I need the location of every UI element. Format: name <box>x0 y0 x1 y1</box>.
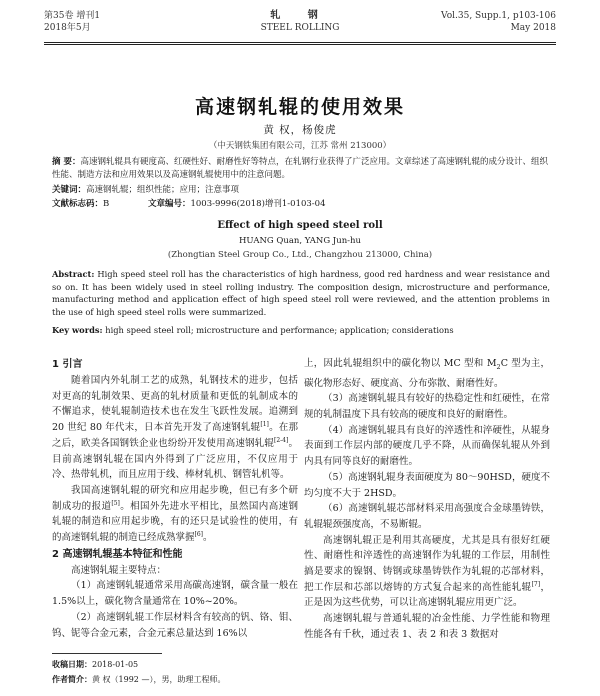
issue-date-cn: 2018年5月 <box>44 23 91 33</box>
abstract-cn-label: 摘 要： <box>52 157 81 167</box>
doc-code-value: B <box>103 199 110 209</box>
author-bio-label: 作者简介： <box>52 675 92 684</box>
paragraph-r6-part-b: ，正是因为这些优势，可以让高速钢轧辊应用更广泛。 <box>304 581 550 609</box>
paragraph-r3: （4）高速钢轧辊具有良好的淬透性和淬硬性，从辊身表面到工作层内部的硬度几乎不降，从而确保轧辊从外到内具有同等良好的耐磨性。 <box>304 424 550 468</box>
paragraph-r4: （5）高速钢轧辊身表面硬度为 80～90HSD，硬度不均匀度不大于 2HSD。 <box>304 471 550 499</box>
abstract-cn-text: 高速钢轧辊具有硬度高、红硬性好、耐磨性好等特点，在轧钢行业获得了广泛应用。文章综述了高速钢轧辊的成分设计、组织性能、制造方法和应用效果以及高速钢轧辊使用中的注意问题。 <box>52 157 548 180</box>
paper-title-en: Effect of high speed steel roll <box>217 220 383 231</box>
paper-affiliation: （中天钢铁集团有限公司，江苏 常州 213000） <box>208 141 392 151</box>
doc-code-label: 文献标志码： <box>52 199 104 209</box>
abstract-cn <box>52 156 550 181</box>
received-label: 收稿日期： <box>52 660 92 669</box>
paragraph-2-part-b: 。相国外先进水平相比，虽然国内高速钢轧辊的制造和应用起步晚，有的还只是试验性的使用，有的高速钢轧辊的制造已经成熟掌握 <box>52 500 298 544</box>
section-1-heading: 1 引言 <box>52 359 83 370</box>
paragraph-r5: （6）高速钢轧辊芯部材料采用高强度合金球墨铸铁，轧辊辊颈强度高，不易断辊。 <box>304 503 550 530</box>
header-rule <box>44 42 556 43</box>
article-id-value: 1003-9996(2018)增刊1-0103-04 <box>190 199 326 209</box>
paragraph-1-part-b: 。在那之后，欧美各国钢铁企业也纷纷开发使用高速钢轧辊 <box>52 422 298 449</box>
paragraph-r6 <box>304 533 550 612</box>
classification-cn <box>52 197 550 209</box>
keywords-en-label: Key words: <box>52 325 103 335</box>
keywords-en <box>52 325 550 335</box>
paper-authors: 黄 权，杨俊虎 <box>263 124 337 136</box>
citation-1: [1] <box>260 420 269 428</box>
journal-name-en: STEEL ROLLING <box>260 23 340 33</box>
footnote-rule <box>52 653 162 654</box>
received-date <box>52 659 138 670</box>
author-bio <box>52 674 225 685</box>
paragraph-1 <box>52 373 298 483</box>
paragraph-r1 <box>304 356 550 391</box>
journal-name-cn: 轧 钢 <box>270 10 330 21</box>
article-id <box>148 199 344 209</box>
paragraph-r2: （3）高速钢轧辊具有较好的热稳定性和红硬性，在常规的轧制温度下具有较高的硬度和良好的耐磨性。 <box>304 393 550 420</box>
paragraph-r7: 高速钢轧辊与普通轧辊的冶金性能、力学性能和物理性能各有千秋，通过表 1、表 2 和表 3 数据对 <box>304 613 550 640</box>
issue-date-en: May 2018 <box>510 23 556 33</box>
body-column-left <box>52 356 298 641</box>
paragraph-4: （1）高速钢轧辊通常采用高碳高速钢，碳含量一般在 1.5%以上，碳化物含量通常在 10%~20%。 <box>52 580 298 608</box>
keywords-cn-text: 高速钢轧辊；组织性能；应用；注意事项 <box>86 185 240 195</box>
paragraph-2 <box>52 483 298 546</box>
citation-4: [6] <box>194 530 204 538</box>
journal-citation <box>441 10 556 34</box>
paragraph-r1-part-b: C 型为主，碳化物形态好、硬度高、分布弥散、耐磨性好。 <box>304 358 550 389</box>
author-bio-value: 黄 权（1992 —），男，助理工程师。 <box>92 675 226 684</box>
citation-3: [5] <box>111 499 120 507</box>
section-2-heading: 2 高速钢轧辊基本特征和性能 <box>52 548 183 560</box>
paragraph-2-part-a: 我国高速钢轧辊的研究和应用起步晚，但已有多个研制成功的报道 <box>52 484 298 512</box>
received-value: 2018-01-05 <box>92 660 139 669</box>
paper-authors-en: HUANG Quan, YANG Jun-hu <box>239 236 361 246</box>
citation-2: [2-4] <box>273 436 289 444</box>
subscript-2: 2 <box>496 362 501 371</box>
doc-code <box>52 199 127 209</box>
volume-pages-en: Vol.35, Supp.1, p103-106 <box>441 11 556 21</box>
paragraph-r6-part-a: 高速钢轧辊正是利用其高硬度，尤其是具有很好红硬性、耐磨性和淬透性的高速钢作为轧辊的工作层，用制性搞是要求的镍钢、铸钢或球墨铸铁作为轧辊的芯部材料，把工作层和芯部以熔铸的方式复合起来的高性能轧辊 <box>304 534 550 593</box>
paragraph-1-part-a: 随着国内外轧制工艺的成熟，轧钢技术的进步，包括对更高的轧制效果、更高的轧材质量和更低的轧制成本的不懈追求，使轧辊制造技术也在发生飞跃性发展。追溯到 20 世纪 80 年代末，日本首先开发了高速钢轧辊 <box>52 375 298 434</box>
abstract-en <box>52 268 550 318</box>
citation-5: [7] <box>531 580 541 588</box>
volume-issue: 第35卷 增刊1 <box>44 11 101 21</box>
article-id-label: 文章编号： <box>147 199 191 209</box>
paragraph-r1-part-a: 上，因此轧辊组织中的碳化物以 MC 型和 M <box>304 358 497 369</box>
keywords-cn <box>52 183 550 195</box>
paragraph-2-part-c: 。 <box>203 532 213 544</box>
body-column-right <box>304 356 550 643</box>
abstract-en-text: High speed steel roll has the characteristics of high hardness, good red hardness and wear resistance and so on. It has been widely used in steel rolling industry. The composition design, microstructure and performance, manufacturing method and application effect of high speed steel roll were reviewed, and the attention problems in the use of high speed steel rolls were summarized. <box>52 269 551 317</box>
paragraph-3: 高速钢轧辊主要特点： <box>71 564 167 576</box>
keywords-en-text: high speed steel roll; microstructure and performance; application; considerations <box>105 325 454 335</box>
abstract-en-label: Abstract: <box>52 269 95 279</box>
keywords-cn-label: 关键词： <box>52 185 87 195</box>
paper-title: 高速钢轧辊的使用效果 <box>194 96 405 118</box>
paper-affiliation-en: (Zhongtian Steel Group Co., Ltd., Changzhou 213000, China) <box>167 250 433 260</box>
header-rule-thin <box>44 44 556 45</box>
running-header <box>44 10 556 40</box>
paragraph-5: （2）高速钢轧辊工作层材料含有较高的钒、铬、钼、钨、铌等合金元素，合金元素总量达到 16%以 <box>52 611 298 639</box>
paragraph-1-part-c: 。目前高速钢轧辊在国内外得到了广泛应用，不仅应用于冷、热带轧机，而且应用于线、棒材轧机、钢管轧机等。 <box>52 437 298 481</box>
